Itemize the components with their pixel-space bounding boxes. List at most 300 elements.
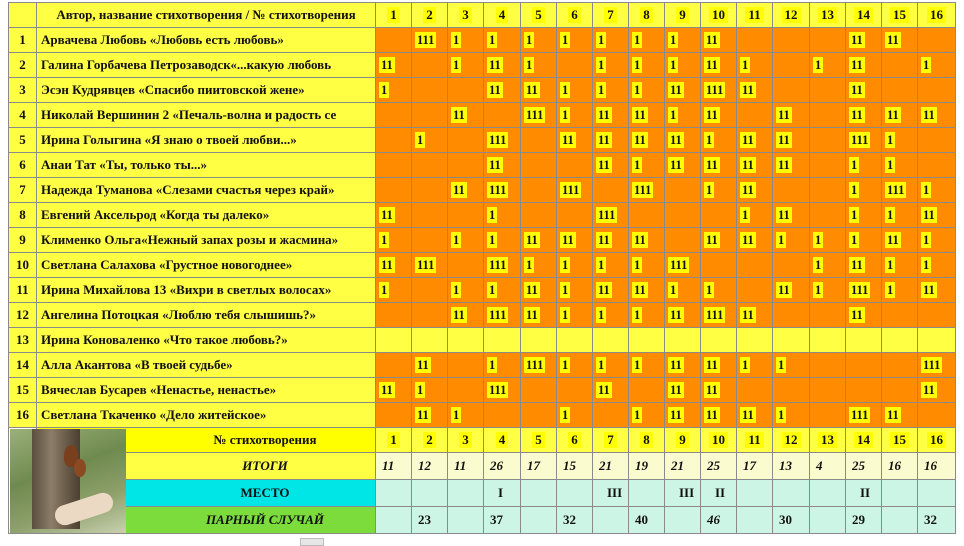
para-value — [521, 507, 557, 534]
vote-mark: 1 — [562, 308, 569, 322]
vote-mark: 11 — [598, 108, 610, 122]
vote-cell — [665, 353, 701, 378]
itogi-value: 26 — [484, 453, 521, 480]
squirrel-tail — [74, 459, 86, 477]
vote-cell — [882, 353, 918, 378]
vote-cell — [484, 103, 521, 128]
vote-cell — [737, 203, 773, 228]
vote-cell — [810, 403, 846, 428]
vote-mark: 1 — [634, 158, 641, 172]
mesto-value — [918, 480, 956, 507]
para-value — [810, 507, 846, 534]
scroll-handle[interactable] — [300, 538, 324, 546]
column-number: 7 — [604, 7, 617, 23]
vote-mark: 1 — [598, 33, 605, 47]
vote-cell — [701, 278, 737, 303]
vote-cell — [846, 28, 882, 53]
para-row — [9, 507, 956, 534]
vote-cell — [593, 53, 629, 78]
vote-mark: 11 — [381, 58, 393, 72]
vote-mark: 1 — [453, 283, 460, 297]
vote-cell — [557, 228, 593, 253]
vote-cell — [737, 303, 773, 328]
itogi-value: 21 — [593, 453, 629, 480]
para-value — [737, 507, 773, 534]
vote-cell — [484, 28, 521, 53]
vote-cell — [665, 78, 701, 103]
vote-mark: 11 — [526, 233, 538, 247]
mesto-value — [810, 480, 846, 507]
vote-cell — [593, 353, 629, 378]
vote-cell — [846, 53, 882, 78]
vote-mark: 1 — [598, 308, 605, 322]
vote-cell — [412, 253, 448, 278]
vote-mark: 1 — [887, 158, 894, 172]
vote-mark: 11 — [923, 208, 935, 222]
vote-mark: 1 — [453, 58, 460, 72]
mesto-value: II — [846, 480, 882, 507]
vote-cell — [521, 278, 557, 303]
para-value — [376, 507, 412, 534]
vote-mark: 11 — [706, 158, 718, 172]
vote-cell — [846, 378, 882, 403]
vote-cell — [629, 103, 665, 128]
column-number: 15 — [890, 7, 909, 23]
vote-cell — [593, 153, 629, 178]
vote-cell — [882, 228, 918, 253]
vote-mark: 11 — [851, 33, 863, 47]
vote-mark: 11 — [670, 158, 682, 172]
vote-cell — [629, 403, 665, 428]
mesto-row — [9, 480, 956, 507]
column-number: 5 — [532, 7, 545, 23]
vote-cell — [376, 403, 412, 428]
vote-cell — [484, 278, 521, 303]
vote-cell — [846, 253, 882, 278]
column-number: 12 — [782, 7, 801, 23]
row-number: 14 — [9, 353, 37, 378]
vote-mark: 1 — [742, 58, 749, 72]
summary-column-header — [665, 428, 701, 453]
column-number: 13 — [818, 432, 837, 448]
vote-mark: 1 — [417, 133, 424, 147]
vote-mark: 111 — [562, 183, 580, 197]
vote-cell — [557, 303, 593, 328]
vote-cell — [773, 203, 810, 228]
vote-mark: 111 — [489, 258, 507, 272]
vote-cell — [448, 103, 484, 128]
mesto-value — [882, 480, 918, 507]
author-poem-name: Ирина Голыгина «Я знаю о твоей любви...» — [37, 128, 376, 153]
vote-cell — [773, 28, 810, 53]
itogi-value: 11 — [376, 453, 412, 480]
vote-mark: 11 — [489, 83, 501, 97]
header-title: Автор, название стихотворения / № стихотворения — [37, 3, 376, 28]
vote-mark: 11 — [381, 383, 393, 397]
column-number: 14 — [854, 432, 873, 448]
vote-cell — [557, 403, 593, 428]
vote-mark: 1 — [706, 283, 713, 297]
vote-mark: 1 — [851, 208, 858, 222]
vote-mark: 11 — [706, 358, 718, 372]
vote-cell — [665, 253, 701, 278]
vote-cell — [557, 153, 593, 178]
vote-mark: 1 — [851, 233, 858, 247]
vote-cell — [701, 103, 737, 128]
itogi-row — [9, 453, 956, 480]
vote-mark: 1 — [670, 108, 677, 122]
mesto-value — [412, 480, 448, 507]
itogi-value: 15 — [557, 453, 593, 480]
vote-cell — [773, 353, 810, 378]
vote-mark: 111 — [706, 308, 724, 322]
author-poem-name: Евгений Аксельрод «Когда ты далеко» — [37, 203, 376, 228]
vote-cell — [882, 128, 918, 153]
vote-cell — [846, 78, 882, 103]
vote-cell — [810, 328, 846, 353]
column-number: 14 — [854, 7, 873, 23]
vote-mark: 11 — [562, 233, 574, 247]
vote-mark: 11 — [923, 383, 935, 397]
vote-cell — [918, 203, 956, 228]
vote-mark: 111 — [634, 183, 652, 197]
para-value — [665, 507, 701, 534]
vote-cell — [846, 303, 882, 328]
vote-mark: 1 — [851, 183, 858, 197]
table-row — [9, 253, 956, 278]
vote-cell — [484, 328, 521, 353]
vote-cell — [484, 203, 521, 228]
vote-cell — [665, 128, 701, 153]
vote-mark: 1 — [923, 183, 930, 197]
vote-cell — [846, 403, 882, 428]
vote-cell — [773, 53, 810, 78]
mesto-label: МЕСТО — [37, 480, 376, 507]
vote-mark: 1 — [598, 358, 605, 372]
vote-cell — [376, 28, 412, 53]
vote-mark: 11 — [670, 408, 682, 422]
itogi-value: 17 — [521, 453, 557, 480]
vote-cell — [737, 378, 773, 403]
itogi-value: 4 — [810, 453, 846, 480]
vote-cell — [557, 328, 593, 353]
vote-mark: 1 — [742, 358, 749, 372]
mesto-value — [521, 480, 557, 507]
vote-cell — [484, 353, 521, 378]
vote-cell — [412, 278, 448, 303]
vote-mark: 11 — [489, 158, 501, 172]
table-row — [9, 228, 956, 253]
vote-cell — [737, 353, 773, 378]
corner-cell — [9, 3, 37, 28]
vote-mark: 1 — [815, 58, 822, 72]
author-poem-name: Алла Акантова «В твоей судьбе» — [37, 353, 376, 378]
summary-column-header — [737, 428, 773, 453]
vote-cell — [629, 228, 665, 253]
vote-cell — [557, 278, 593, 303]
column-number: 12 — [782, 432, 801, 448]
vote-cell — [448, 178, 484, 203]
vote-cell — [918, 128, 956, 153]
row-number: 5 — [9, 128, 37, 153]
itogi-label: ИТОГИ — [37, 453, 376, 480]
vote-mark: 1 — [923, 258, 930, 272]
vote-cell — [882, 253, 918, 278]
vote-mark: 11 — [742, 133, 754, 147]
vote-cell — [521, 28, 557, 53]
vote-mark: 11 — [923, 108, 935, 122]
vote-cell — [521, 53, 557, 78]
vote-cell — [629, 278, 665, 303]
vote-mark: 1 — [706, 183, 713, 197]
vote-mark: 11 — [489, 58, 501, 72]
vote-mark: 111 — [526, 358, 544, 372]
vote-cell — [737, 128, 773, 153]
vote-cell — [593, 228, 629, 253]
vote-mark: 1 — [489, 33, 496, 47]
vote-mark: 11 — [778, 158, 790, 172]
mesto-value: III — [593, 480, 629, 507]
vote-mark: 11 — [742, 183, 754, 197]
vote-cell — [412, 228, 448, 253]
vote-mark: 11 — [526, 283, 538, 297]
vote-cell — [918, 403, 956, 428]
vote-mark: 1 — [887, 258, 894, 272]
vote-mark: 11 — [851, 83, 863, 97]
summary-column-header — [557, 428, 593, 453]
column-number: 1 — [387, 432, 400, 448]
vote-mark: 1 — [489, 208, 496, 222]
vote-mark: 1 — [562, 283, 569, 297]
column-number: 7 — [604, 432, 617, 448]
vote-cell — [701, 78, 737, 103]
itogi-value: 12 — [412, 453, 448, 480]
vote-cell — [918, 303, 956, 328]
vote-mark: 1 — [634, 408, 641, 422]
column-header-14 — [846, 3, 882, 28]
vote-cell — [448, 253, 484, 278]
vote-mark: 1 — [887, 208, 894, 222]
vote-cell — [593, 178, 629, 203]
vote-cell — [376, 328, 412, 353]
author-poem-name: Светлана Салахова «Грустное новогоднее» — [37, 253, 376, 278]
vote-cell — [810, 103, 846, 128]
vote-cell — [629, 353, 665, 378]
row-number: 13 — [9, 328, 37, 353]
vote-cell — [810, 378, 846, 403]
vote-cell — [918, 178, 956, 203]
vote-mark: 11 — [742, 233, 754, 247]
vote-mark: 11 — [453, 183, 465, 197]
vote-cell — [882, 103, 918, 128]
vote-mark: 111 — [706, 83, 724, 97]
itogi-value: 16 — [918, 453, 956, 480]
author-poem-name: Вячеслав Бусарев «Ненастье, ненастье» — [37, 378, 376, 403]
vote-cell — [629, 78, 665, 103]
table-row — [9, 128, 956, 153]
vote-cell — [557, 203, 593, 228]
column-header-11 — [737, 3, 773, 28]
vote-cell — [701, 353, 737, 378]
vote-cell — [629, 153, 665, 178]
vote-cell — [448, 328, 484, 353]
vote-cell — [810, 278, 846, 303]
column-number: 1 — [387, 7, 400, 23]
vote-cell — [521, 78, 557, 103]
vote-mark: 111 — [670, 258, 688, 272]
vote-cell — [376, 78, 412, 103]
vote-cell — [593, 328, 629, 353]
vote-cell — [484, 253, 521, 278]
summary-column-header — [918, 428, 956, 453]
vote-mark: 11 — [598, 233, 610, 247]
vote-cell — [521, 403, 557, 428]
vote-cell — [521, 253, 557, 278]
vote-cell — [882, 203, 918, 228]
vote-cell — [484, 53, 521, 78]
column-number: 8 — [640, 7, 653, 23]
itogi-value: 21 — [665, 453, 701, 480]
vote-cell — [918, 353, 956, 378]
vote-cell — [918, 328, 956, 353]
vote-mark: 11 — [526, 83, 538, 97]
vote-mark: 1 — [670, 33, 677, 47]
vote-cell — [521, 328, 557, 353]
summary-column-header — [412, 428, 448, 453]
vote-cell — [557, 178, 593, 203]
vote-cell — [448, 78, 484, 103]
mesto-value — [629, 480, 665, 507]
column-number: 16 — [927, 7, 946, 23]
vote-cell — [448, 228, 484, 253]
vote-mark: 11 — [887, 108, 899, 122]
vote-cell — [846, 153, 882, 178]
vote-cell — [773, 253, 810, 278]
mesto-value — [376, 480, 412, 507]
itogi-value: 25 — [846, 453, 882, 480]
vote-cell — [376, 278, 412, 303]
column-header-12 — [773, 3, 810, 28]
vote-mark: 1 — [634, 58, 641, 72]
vote-mark: 11 — [381, 258, 393, 272]
vote-cell — [918, 378, 956, 403]
author-poem-name: Клименко Ольга«Нежный запах розы и жасмина» — [37, 228, 376, 253]
vote-cell — [773, 278, 810, 303]
vote-cell — [882, 278, 918, 303]
vote-mark: 1 — [634, 83, 641, 97]
column-number: 2 — [423, 432, 436, 448]
itogi-value: 11 — [448, 453, 484, 480]
vote-cell — [376, 253, 412, 278]
vote-cell — [810, 303, 846, 328]
row-number: 1 — [9, 28, 37, 53]
vote-mark: 1 — [526, 58, 533, 72]
vote-cell — [882, 403, 918, 428]
vote-mark: 11 — [851, 58, 863, 72]
vote-cell — [882, 78, 918, 103]
vote-cell — [484, 153, 521, 178]
vote-cell — [882, 178, 918, 203]
vote-cell — [448, 353, 484, 378]
vote-cell — [376, 203, 412, 228]
vote-cell — [557, 353, 593, 378]
vote-mark: 1 — [634, 358, 641, 372]
vote-cell — [412, 53, 448, 78]
itogi-value: 13 — [773, 453, 810, 480]
vote-cell — [521, 378, 557, 403]
vote-mark: 1 — [670, 58, 677, 72]
column-number: 9 — [676, 432, 689, 448]
vote-mark: 1 — [562, 83, 569, 97]
vote-cell — [629, 53, 665, 78]
vote-cell — [521, 128, 557, 153]
mesto-value — [737, 480, 773, 507]
vote-cell — [918, 253, 956, 278]
vote-cell — [846, 178, 882, 203]
vote-cell — [448, 153, 484, 178]
vote-cell — [484, 128, 521, 153]
vote-cell — [412, 78, 448, 103]
vote-cell — [773, 103, 810, 128]
column-number: 13 — [818, 7, 837, 23]
vote-cell — [665, 178, 701, 203]
vote-cell — [629, 203, 665, 228]
vote-mark: 11 — [526, 308, 538, 322]
vote-cell — [701, 378, 737, 403]
vote-cell — [412, 128, 448, 153]
vote-mark: 11 — [887, 33, 899, 47]
vote-mark: 111 — [489, 383, 507, 397]
vote-mark: 1 — [562, 408, 569, 422]
row-number: 2 — [9, 53, 37, 78]
vote-mark: 1 — [634, 308, 641, 322]
para-value: 37 — [484, 507, 521, 534]
vote-mark: 1 — [453, 33, 460, 47]
para-value: 29 — [846, 507, 882, 534]
vote-mark: 11 — [887, 233, 899, 247]
vote-cell — [882, 328, 918, 353]
vote-mark: 1 — [453, 233, 460, 247]
vote-cell — [773, 228, 810, 253]
vote-mark: 11 — [706, 108, 718, 122]
row-number: 15 — [9, 378, 37, 403]
vote-cell — [810, 178, 846, 203]
vote-mark: 11 — [706, 383, 718, 397]
vote-mark: 11 — [778, 283, 790, 297]
column-number: 16 — [927, 432, 946, 448]
vote-cell — [810, 353, 846, 378]
vote-cell — [918, 78, 956, 103]
column-header-13 — [810, 3, 846, 28]
author-poem-name: Ирина Михайлова 13 «Вихри в светлых волосах» — [37, 278, 376, 303]
summary-column-header — [593, 428, 629, 453]
vote-mark: 11 — [670, 383, 682, 397]
column-header-3 — [448, 3, 484, 28]
vote-cell — [593, 128, 629, 153]
vote-mark: 1 — [634, 258, 641, 272]
vote-mark: 111 — [417, 33, 435, 47]
vote-cell — [918, 53, 956, 78]
para-value — [593, 507, 629, 534]
vote-cell — [701, 403, 737, 428]
vote-cell — [593, 28, 629, 53]
vote-mark: 11 — [598, 383, 610, 397]
voting-table — [8, 2, 956, 534]
vote-mark: 1 — [887, 133, 894, 147]
vote-cell — [810, 253, 846, 278]
vote-cell — [521, 153, 557, 178]
para-value: 23 — [412, 507, 448, 534]
